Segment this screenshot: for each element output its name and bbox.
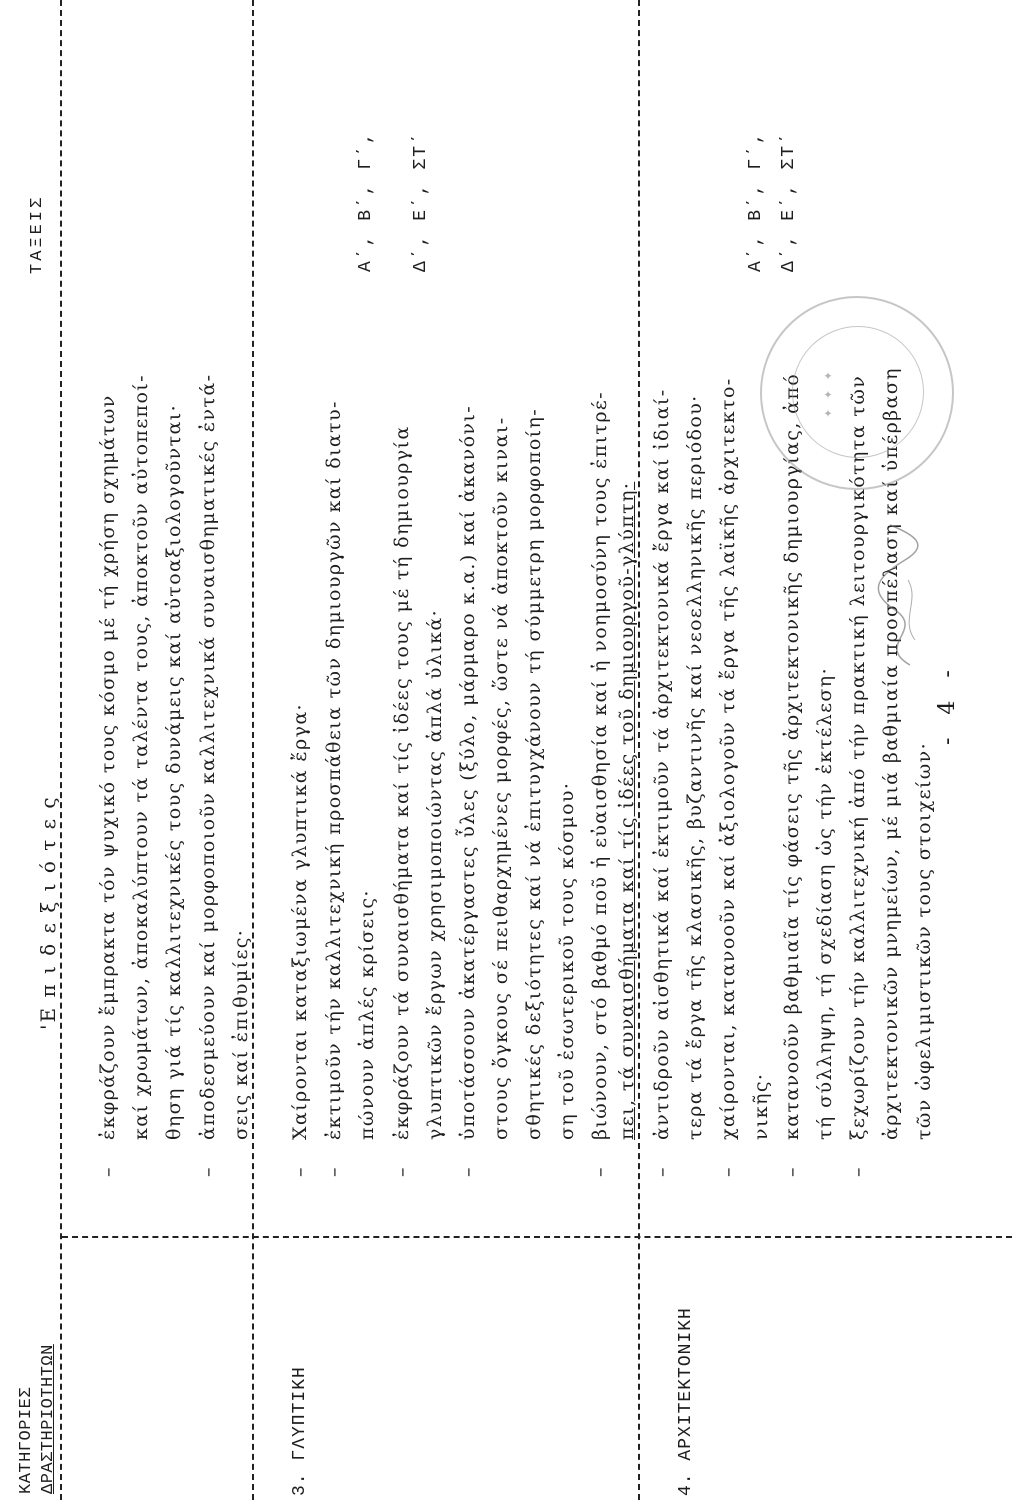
item-line: πώνουν ἁπλές κρίσεις·: [356, 889, 378, 1140]
list-item: – ξεχωρίζουν τήν καλλιτεχνική ἀπό τήν πρακτική λειτουργικότητα τῶν ἀρχιτεκτονικῶν μνημείων, μέ μιά βαθμιαία προσπέλαση καί ὑπέρβαση τῶν ὠφελιμιστικῶν τους στοιχείων·: [842, 285, 941, 1175]
list-item: – βιώνουν, στό βαθμό ποῦ ἡ εὐαισθησία καί ἡ νοημοσύνη τους ἐπιτρέ- πει, τά συναισθήματα καί τίς ἰδέες τοῦ δημιουργοῦ-γλύπτη·: [584, 285, 644, 1175]
list-item: – ἀντιδροῦν αἰσθητικά καί ἐκτιμοῦν τά ἀρχιτεκτονικά ἔργα καί ἰδιαί- τερα τά ἔργα τῆς κλασικῆς, βυζαντινῆς καί νεοελληνικῆς περιόδου·: [646, 285, 712, 1175]
item-line: τή σύλληψη, τή σχεδίαση ὡς τήν ἐκτέλεση·: [814, 666, 836, 1140]
category-sculpture: 3. ΓΛΥΠΤΙΚΗ: [290, 1366, 310, 1496]
item-line: ἀρχιτεκτονικῶν μνημείων, μέ μιά βαθμιαία προσπέλαση καί ὑπέρβαση: [880, 367, 902, 1140]
item-line: ση τοῦ ἐσωτερικοῦ τους κόσμου·: [556, 781, 578, 1140]
list-item: – ἐκτιμοῦν τήν καλλιτεχνική προσπάθεια τῶν δημιουργῶν καί διατυ- πώνουν ἁπλές κρίσεις·: [318, 285, 384, 1175]
list-item: – ἐκφράζουν τά συναισθήματα καί τίς ἰδέες τους μέ τή δημιουργία γλυπτικῶν ἔργων χρησιμοποιώντας ἁπλά ὑλικά·: [386, 285, 452, 1175]
list-item: – Χαίρονται καταξιωμένα γλυπτικά ἔργα·: [284, 285, 317, 1175]
item-line: ὑποτάσσουν ἀκατέργαστες ὗλες (ξύλο, μάρμαρο κ.α.) καί ἀκανόνι-: [457, 404, 479, 1140]
list-item: – ἀποδεσμεύουν καί μορφοποιοῦν καλλιτεχνικά συναισθηματικές ἐντά- σεις καί ἐπιθυμίες·: [192, 285, 258, 1175]
item-line: στους ὄγκους σέ πειθαρχημένες μορφές, ὥστε νά ἀποκτοῦν κιναι-: [490, 416, 512, 1140]
classes-line: Δ΄, Ε΄, ΣΤ΄: [411, 131, 431, 272]
item-line: νικῆς·: [750, 1072, 772, 1140]
item-line: πει, τά συναισθήματα καί τίς ἰδέες τοῦ δημιουργοῦ-γλύπτη·: [616, 481, 638, 1140]
item-line: τῶν ὠφελιμιστικῶν τους στοιχείων·: [913, 741, 935, 1140]
classes-line: Α΄, Β΄, Γ΄,: [356, 131, 376, 272]
item-line: γλυπτικῶν ἔργων χρησιμοποιώντας ἁπλά ὑλικά·: [424, 608, 446, 1140]
classes-line: Α΄, Β΄, Γ΄,: [746, 131, 766, 272]
header-categories: [16, 1344, 60, 1494]
list-item: – χαίρονται, κατανοοῦν καί ἀξιολογοῦν τά ἔργα τῆς λαϊκῆς ἀρχιτεκτο- νικῆς·: [712, 285, 778, 1175]
column-divider: [62, 1236, 1012, 1238]
page-number: - 4 -: [935, 662, 960, 745]
classes-line: Δ΄, Ε΄, ΣΤ΄: [779, 131, 799, 272]
item-line: Χαίρονται καταξιωμένα γλυπτικά ἔργα·: [289, 703, 311, 1140]
item-line: ἀποδεσμεύουν καί μορφοποιοῦν καλλιτεχνικά συναισθηματικές ἐντά-: [197, 373, 219, 1140]
list-item: – κατανοοῦν βαθμιαῖα τίς φάσεις τῆς ἀρχιτεκτονικῆς δημιουργίας, ἀπό τή σύλληψη, τή σχεδίαση ὡς τήν ἐκτέλεση·: [776, 285, 842, 1175]
item-line: ἐκτιμοῦν τήν καλλιτεχνική προσπάθεια τῶν δημιουργῶν καί διατυ-: [323, 400, 345, 1140]
classes-architecture: [740, 131, 806, 272]
header-skills: 'Ε π ι δ ε ξ ι ό τ ε ς: [36, 795, 60, 1030]
header-rule: [60, 0, 62, 1500]
item-line: ξεχωρίζουν τήν καλλιτεχνική ἀπό τήν πρακτική λειτουργικότητα τῶν: [847, 374, 869, 1140]
header-classes: ΤΑΞΕΙΣ: [28, 194, 47, 274]
header-categories-line2: ΔΡΑΣΤΗΡΙΟΤΗΤΩΝ: [39, 1344, 58, 1494]
item-line: σθητικές δεξιότητες καί νά ἐπιτυγχάνουν τή σύμμετρη μορφοποίη-: [523, 407, 545, 1140]
category-architecture: 4. ΑΡΧΙΤΕΚΤΟΝΙΚΗ: [676, 1307, 696, 1496]
item-line: σεις καί ἐπιθυμίες·: [230, 928, 252, 1140]
item-line: θηση γιά τίς καλλιτεχνικές τους δυνάμεις καί αὐτοαξιολογοῦνται·: [163, 403, 185, 1140]
item-line: καί χρωμάτων, ἀποκαλύπτουν τά ταλέντα τους, ἀποκτοῦν αὐτοπεποί-: [130, 374, 152, 1140]
classes-sculpture: [350, 131, 438, 272]
item-line: ἀντιδροῦν αἰσθητικά καί ἐκτιμοῦν τά ἀρχιτεκτονικά ἔργα καί ἰδιαί-: [651, 388, 673, 1140]
item-line: ἐκφράζουν ἔμπρακτα τόν ψυχικό τους κόσμο μέ τή χρήση σχημάτων: [97, 394, 119, 1140]
header-categories-line1: ΚΑΤΗΓΟΡΙΕΣ: [17, 1386, 36, 1494]
item-line: ἐκφράζουν τά συναισθήματα καί τίς ἰδέες τους μέ τή δημιουργία: [391, 425, 413, 1140]
item-line: χαίρονται, κατανοοῦν καί ἀξιολογοῦν τά ἔργα τῆς λαϊκῆς ἀρχιτεκτο-: [717, 377, 739, 1140]
official-stamp: ✦ ✦ ✦: [760, 296, 954, 490]
list-item: – ἐκφράζουν ἔμπρακτα τόν ψυχικό τους κόσμο μέ τή χρήση σχημάτων καί χρωμάτων, ἀποκαλύπτουν τά ταλέντα τους, ἀποκτοῦν αὐτοπεποί- θηση γιά τίς καλλιτεχνικές τους δυνάμεις καί αὐτοαξιολογοῦνται·: [92, 285, 191, 1175]
item-line: κατανοοῦν βαθμιαῖα τίς φάσεις τῆς ἀρχιτεκτονικῆς δημιουργίας, ἀπό: [781, 372, 803, 1140]
item-line: τερα τά ἔργα τῆς κλασικῆς, βυζαντινῆς καί νεοελληνικῆς περιόδου·: [684, 394, 706, 1140]
item-line: βιώνουν, στό βαθμό ποῦ ἡ εὐαισθησία καί ἡ νοημοσύνη τους ἐπιτρέ-: [589, 391, 611, 1140]
list-item: – ὑποτάσσουν ἀκατέργαστες ὗλες (ξύλο, μάρμαρο κ.α.) καί ἀκανόνι- στους ὄγκους σέ πειθαρχημένες μορφές, ὥστε νά ἀποκτοῦν κιναι- σθητικές δεξιότητες καί νά ἐπιτυγχάνουν τή σύμμετρη μορφοποίη- ση τοῦ ἐσωτερικοῦ τους κόσμου·: [452, 285, 584, 1175]
handwritten-signature: [870, 520, 930, 670]
